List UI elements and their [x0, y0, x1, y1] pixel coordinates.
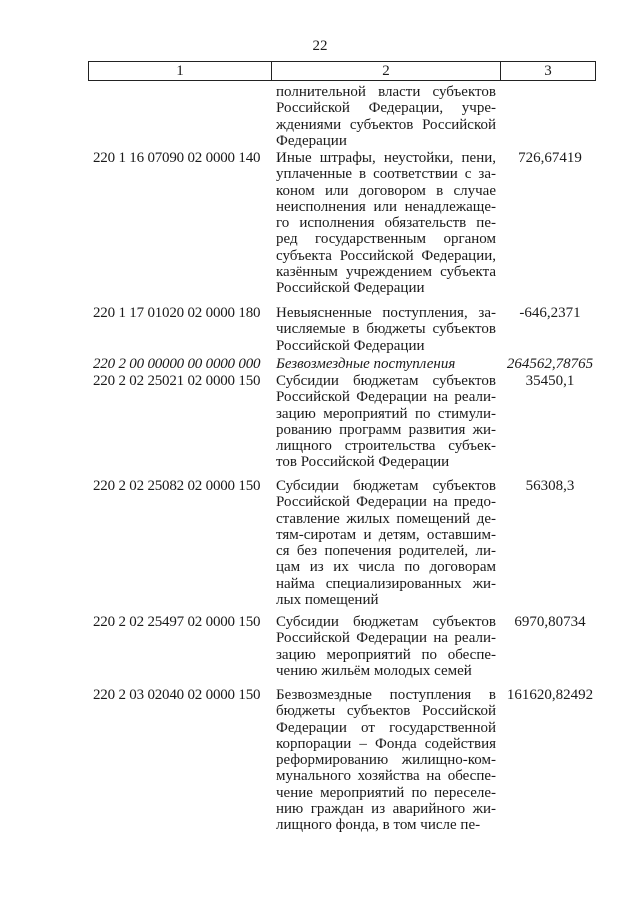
header-col-3: 3 [501, 62, 596, 81]
description-line: Иные штрафы, неустойки, пени, [276, 150, 496, 166]
description-line: Российской Федерации на предо- [276, 494, 496, 511]
income-description [276, 478, 496, 608]
page-number: 22 [312, 38, 328, 54]
amount-value: 56308,3 [525, 478, 575, 494]
amount-value: 726,67419 [518, 150, 582, 166]
budget-code: 220 2 02 25021 02 0000 150 [93, 373, 261, 389]
description-line: корпорации – Фонда содействия [276, 735, 496, 752]
description-line: лищного фонда, в том числе пе- [276, 817, 481, 834]
amount-value: 161620,82492 [506, 687, 594, 703]
income-description [276, 614, 496, 679]
description-line: Федерации от государственной [276, 719, 496, 736]
description-line: реформированию жилищно-ком- [276, 752, 496, 769]
description-line: субъекта Российской Федерации, [276, 247, 496, 264]
description-line: коном или договором в случае [276, 182, 496, 199]
description-line: Российской Федерации [276, 337, 425, 354]
description-line: Невыясненные поступления, за- [276, 305, 496, 321]
description-line: ред государственным органом [276, 231, 496, 248]
description-line: уплаченные в соответствии с за- [276, 166, 496, 183]
header-col-2: 2 [272, 62, 501, 81]
description-line: чению жильём молодых семей [276, 662, 472, 679]
budget-code: 220 2 02 25082 02 0000 150 [93, 478, 261, 494]
description-line: ставление жилых помещений де- [276, 510, 496, 527]
description-line: Субсидии бюджетам субъектов [276, 614, 496, 630]
table-header [88, 61, 596, 81]
header-col-1: 1 [89, 62, 272, 81]
description-line: лищного строительства субъек- [276, 438, 496, 455]
description-line: тов Российской Федерации [276, 454, 450, 471]
income-description [276, 687, 496, 834]
income-description [276, 84, 496, 149]
amount-value: -646,2371 [519, 305, 581, 321]
description-line: мунального хозяйства на обеспе- [276, 768, 496, 785]
description-line: найма специализированных жи- [276, 575, 496, 592]
description-line: Российской Федерации на реали- [276, 630, 496, 647]
description-line: зацию мероприятий по обеспе- [276, 646, 496, 663]
description-line: Российской Федерации на реали- [276, 389, 496, 406]
description-line: Безвозмездные поступления [276, 356, 456, 372]
description-line: Безвозмездные поступления в [276, 687, 496, 703]
description-line: нию граждан из аварийного жи- [276, 801, 496, 818]
description-line: Российской Федерации [276, 280, 425, 297]
amount-value: 6970,80734 [514, 614, 586, 630]
description-line: ждениями субъектов Российской [276, 116, 496, 133]
income-description [276, 305, 496, 354]
budget-code: 220 2 00 00000 00 0000 000 [93, 356, 261, 372]
description-line: казённым учреждением субъекта [276, 264, 496, 281]
description-line: Субсидии бюджетам субъектов [276, 478, 496, 494]
amount-value: 264562,78765 [506, 356, 594, 372]
description-line: зацию мероприятий по стимули- [276, 405, 496, 422]
description-line: рованию программ развития жи- [276, 421, 496, 438]
description-line: Федерации [276, 132, 347, 149]
income-description [276, 373, 496, 471]
income-description [276, 356, 496, 372]
description-line: числяемые в бюджеты субъектов [276, 321, 496, 338]
description-line: полнительной власти субъектов [276, 84, 496, 100]
description-line: чение мероприятий по переселе- [276, 784, 496, 801]
description-line: го исполнения обязательств пе- [276, 215, 496, 232]
income-description [276, 150, 496, 297]
description-line: тям-сиротам и детям, оставшим- [276, 526, 496, 543]
description-line: неисполнения или ненадлежаще- [276, 198, 496, 215]
description-line: лых помещений [276, 592, 379, 609]
description-line: Российской Федерации, учре- [276, 100, 496, 117]
budget-code: 220 2 03 02040 02 0000 150 [93, 687, 261, 703]
amount-value: 35450,1 [525, 373, 575, 389]
description-line: ся без попечения родителей, ли- [276, 543, 496, 560]
budget-code: 220 1 16 07090 02 0000 140 [93, 150, 261, 166]
budget-code: 220 2 02 25497 02 0000 150 [93, 614, 261, 630]
description-line: цам из их числа по договорам [276, 559, 496, 576]
description-line: Субсидии бюджетам субъектов [276, 373, 496, 389]
description-line: бюджеты субъектов Российской [276, 703, 496, 720]
budget-code: 220 1 17 01020 02 0000 180 [93, 305, 261, 321]
